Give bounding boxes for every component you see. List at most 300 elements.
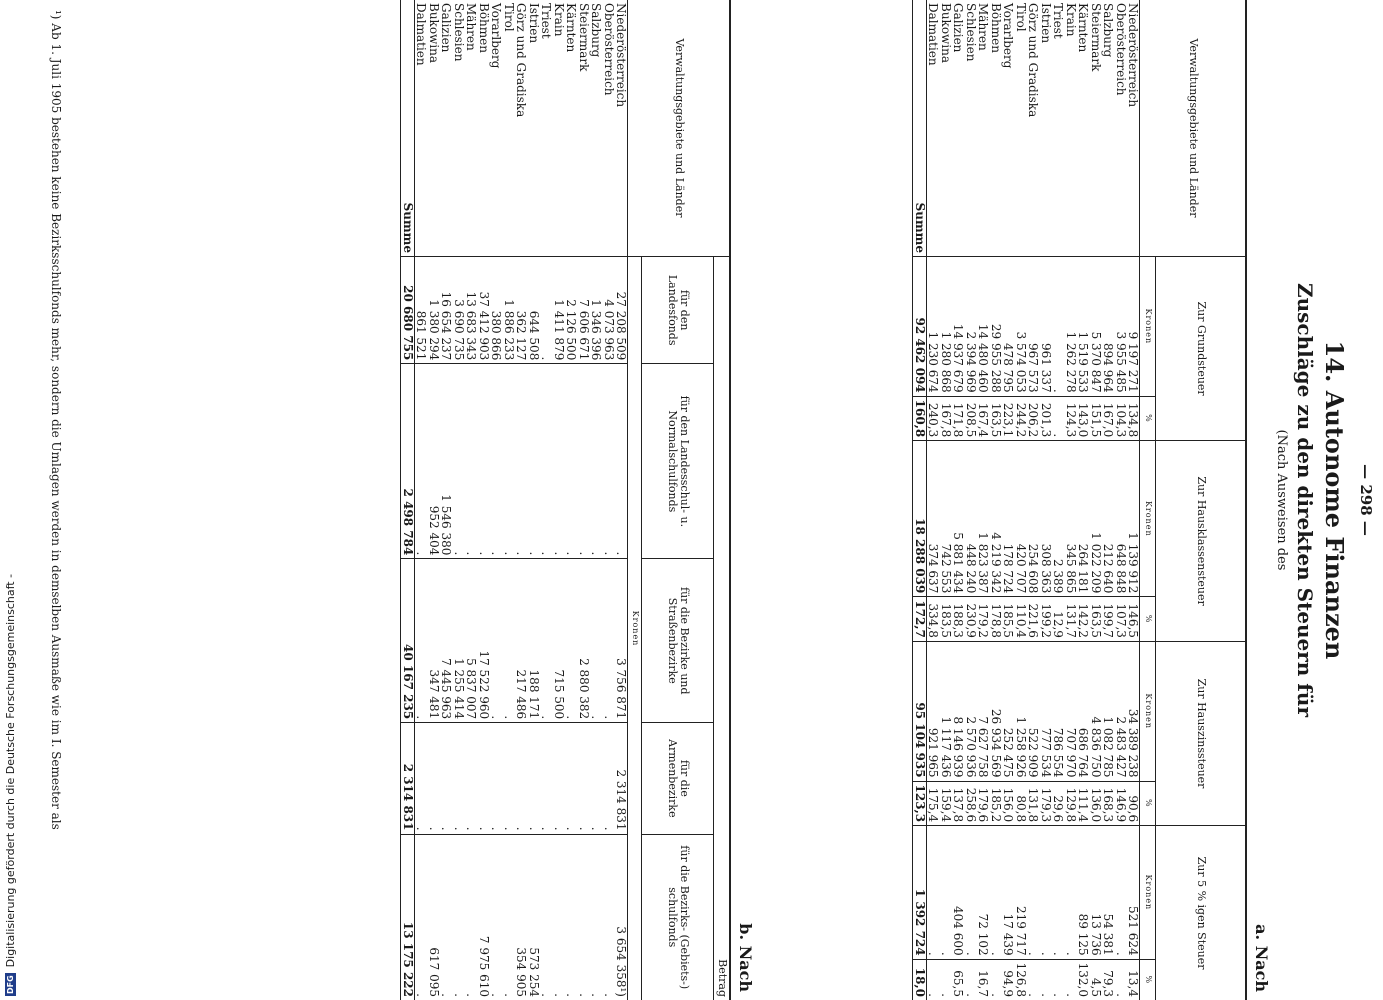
table-cell: 206,2 — [1027, 396, 1040, 441]
table-cell: 12,9 — [1052, 597, 1065, 642]
table-cell: 156,0 — [1002, 781, 1015, 826]
table-cell: 521 624 — [1127, 826, 1140, 960]
row-label: Triest — [1051, 3, 1066, 39]
table-cell: . — [490, 559, 503, 723]
table-cell: 179,6 — [977, 781, 990, 826]
table-cell: . — [415, 559, 428, 723]
table-cell: 171,8 — [952, 396, 965, 441]
table-cell: . — [603, 364, 616, 559]
sum-cell: 1 392 724 — [913, 826, 927, 960]
table-row — [440, 0, 453, 1000]
table-a-header-2: Zur Hauszinssteuer — [1156, 641, 1246, 825]
row-label: Kärnten — [564, 3, 579, 53]
table-cell: 2 126 500 — [565, 257, 578, 364]
table-cell: 167,8 — [940, 396, 953, 441]
table-row — [990, 0, 1003, 1000]
sum-row — [401, 0, 415, 1000]
page-subtitle: Zuschläge zu den direkten Steuern für — [1293, 283, 1317, 717]
unit-kronen: Kronen — [1140, 441, 1156, 597]
table-row — [1015, 0, 1028, 1000]
table-cell: . — [553, 364, 566, 559]
table-cell: 199,2 — [1040, 597, 1053, 642]
table-cell: . — [965, 959, 978, 1000]
table-row — [1065, 0, 1078, 1000]
table-a-header-0: Zur Grundsteuer — [1156, 257, 1246, 441]
table-row — [515, 0, 528, 1000]
table-cell: 715 500 — [553, 559, 566, 723]
page-number: — 298 — — [1357, 464, 1375, 536]
table-cell: 573 254 — [528, 834, 541, 1000]
table-row — [565, 0, 578, 1000]
table-cell: 354 905 — [515, 834, 528, 1000]
row-label: Triest — [539, 3, 554, 39]
table-row — [1102, 0, 1115, 1000]
table-cell: 110,4 — [1015, 597, 1028, 642]
table-row — [952, 0, 965, 1000]
sidebar-attribution — [0, 0, 18, 1000]
table-cell: 13 683 343 — [465, 257, 478, 364]
table-row — [540, 0, 553, 1000]
table-cell: . — [927, 826, 940, 960]
table-cell: . — [415, 723, 428, 834]
table-cell: 134,8 — [1127, 396, 1140, 441]
table-cell: . — [965, 826, 978, 960]
table-cell: 861 521 — [415, 257, 428, 364]
table-cell: 137,8 — [952, 781, 965, 826]
row-label: Görz und Gradiska — [514, 3, 529, 118]
table-cell: 448 240 — [965, 441, 978, 597]
unit-pct: % — [1140, 959, 1156, 1000]
table-cell: . — [1052, 257, 1065, 397]
table-cell: . — [1052, 826, 1065, 960]
table-cell: . — [428, 723, 441, 834]
table-cell: . — [1052, 959, 1065, 1000]
table-cell: 124,3 — [1065, 396, 1078, 441]
table-cell: 244,2 — [1015, 396, 1028, 441]
table-cell: . — [478, 364, 491, 559]
row-label: Böhmen — [989, 3, 1003, 53]
table-cell: 221,6 — [1027, 597, 1040, 642]
table-cell: 201,3 — [1040, 396, 1053, 441]
table-cell: 90,6 — [1127, 781, 1140, 826]
row-label: Oberösterreich — [602, 3, 616, 96]
table-row — [603, 0, 616, 1000]
table-cell: . — [1115, 959, 1128, 1000]
table-b-unit: Kronen — [628, 257, 642, 1000]
table-cell: 167,0 — [1102, 396, 1115, 441]
row-label: Bukowina — [427, 3, 441, 64]
sum-cell: 40 167 235 — [401, 559, 415, 723]
row-label: Schlesien — [964, 3, 978, 62]
table-cell: 9 197 271 — [1127, 257, 1140, 397]
row-label: Niederösterreich — [614, 3, 629, 108]
table-cell: 1 230 674 — [927, 257, 940, 397]
table-cell: 2 570 936 — [965, 641, 978, 781]
table-cell: . — [603, 559, 616, 723]
table-row — [965, 0, 978, 1000]
table-cell: 1 022 209 — [1090, 441, 1103, 597]
table-cell: 648 848 — [1115, 441, 1128, 597]
table-cell: . — [540, 559, 553, 723]
table-cell: 404 600 — [952, 826, 965, 960]
table-row — [553, 0, 566, 1000]
table-cell: . — [990, 959, 1003, 1000]
page-title: 14. Autonome Finanzen — [1320, 340, 1349, 660]
row-label: Vorarlberg — [489, 3, 504, 69]
table-cell: . — [940, 826, 953, 960]
table-cell: . — [1040, 826, 1053, 960]
table-cell: 961 337 — [1040, 257, 1053, 397]
table-cell: . — [565, 834, 578, 1000]
row-label: Tirol — [502, 3, 516, 32]
table-cell: 374 637 — [927, 441, 940, 597]
table-cell: 347 481 — [428, 559, 441, 723]
table-cell: 107,3 — [1115, 597, 1128, 642]
table-cell: 1 346 396 — [590, 257, 603, 364]
table-cell: 362 127 — [515, 257, 528, 364]
table-cell: 111,4 — [1077, 781, 1090, 826]
table-cell: 126,8 — [1015, 959, 1028, 1000]
table-cell: . — [590, 364, 603, 559]
table-cell: 334,8 — [927, 597, 940, 642]
table-cell: . — [540, 834, 553, 1000]
table-cell: 178,8 — [990, 597, 1003, 642]
table-a-header-3: Zur 5 % igen Steuer — [1156, 826, 1246, 1000]
table-a-header-1: Zur Hausklassensteuer — [1156, 441, 1246, 642]
table-cell: 80,8 — [1015, 781, 1028, 826]
table-cell: 146,5 — [1127, 597, 1140, 642]
table-cell: . — [1065, 826, 1078, 960]
table-cell: 1 823 387 — [977, 441, 990, 597]
table-cell: 2 314 831 — [615, 723, 628, 834]
unit-kronen: Kronen — [1140, 257, 1156, 397]
table-cell: 707 970 — [1065, 641, 1078, 781]
table-cell: 79,3 — [1102, 959, 1115, 1000]
table-row — [927, 0, 940, 1000]
row-label: Krain — [552, 3, 566, 37]
table-cell: 240,3 — [927, 396, 940, 441]
table-cell: . — [590, 559, 603, 723]
table-cell: 3 574 053 — [1015, 257, 1028, 397]
table-cell: 142,2 — [1077, 597, 1090, 642]
sum-cell: 172,7 — [913, 597, 927, 642]
footnote: ¹) Ab 1. Juli 1905 bestehen keine Bezirksschulfonds mehr, sondern die Umlagen werden in demselben Ausmaße wie im I. Semester als — [49, 10, 63, 830]
table-cell: 252 475 — [1002, 641, 1015, 781]
table-cell: 94,9 — [1002, 959, 1015, 1000]
unit-pct: % — [1140, 396, 1156, 441]
sum-cell: 13 175 222 — [401, 834, 415, 1000]
table-cell: . — [503, 364, 516, 559]
table-cell: . — [490, 834, 503, 1000]
table-cell: 230,9 — [965, 597, 978, 642]
table-cell: 167,4 — [977, 396, 990, 441]
sum-cell: 20 680 755 — [401, 257, 415, 364]
table-row — [465, 0, 478, 1000]
table-cell: . — [515, 364, 528, 559]
table-cell: 777 534 — [1040, 641, 1053, 781]
table-cell: 34 389 238 — [1127, 641, 1140, 781]
table-cell: . — [415, 364, 428, 559]
table-cell: . — [565, 364, 578, 559]
table-cell: 7 975 610 — [478, 834, 491, 1000]
table-cell: 143,0 — [1077, 396, 1090, 441]
table-b-header-1: für den Landesschul- u. Normalschulfonds — [642, 364, 714, 559]
row-label: Tirol — [1014, 3, 1028, 32]
table-a-col-label: Verwaltungsgebiete und Länder — [1140, 0, 1246, 257]
sum-cell: 95 104 935 — [913, 641, 927, 781]
table-row — [1027, 0, 1040, 1000]
table-cell: 163,5 — [1090, 597, 1103, 642]
table-cell: . — [415, 834, 428, 1000]
table-cell: 188,3 — [952, 597, 965, 642]
table-cell: . — [553, 723, 566, 834]
table-cell: 185,5 — [1002, 597, 1015, 642]
row-label: Istrien — [1039, 3, 1053, 44]
table-cell: 1 258 926 — [1015, 641, 1028, 781]
table-cell: 264 181 — [1077, 441, 1090, 597]
table-cell: 2 483 427 — [1115, 641, 1128, 781]
sum-cell: 2 314 831 — [401, 723, 415, 834]
table-cell: 4 836 750 — [1090, 641, 1103, 781]
table-cell: . — [490, 723, 503, 834]
table-cell: 742 553 — [940, 441, 953, 597]
table-cell: 219 717 — [1015, 826, 1028, 960]
table-cell: 967 573 — [1027, 257, 1040, 397]
table-b-header-2: für die Bezirke und Straßenbezirke — [642, 559, 714, 723]
row-label: Steiermark — [577, 3, 591, 72]
sum-cell: 92 462 094 — [913, 257, 927, 397]
table-cell: . — [1027, 959, 1040, 1000]
table-cell: 26 934 569 — [990, 641, 1003, 781]
unit-pct: % — [1140, 781, 1156, 826]
table-row — [528, 0, 541, 1000]
table-cell: 183,5 — [940, 597, 953, 642]
sum-cell: 18 288 039 — [913, 441, 927, 597]
table-cell: 13,4 — [1127, 959, 1140, 1000]
table-cell: 54 381 — [1102, 826, 1115, 960]
table-cell: 420 707 — [1015, 441, 1028, 597]
row-label: Niederösterreich — [1126, 3, 1141, 108]
table-cell: 258,6 — [965, 781, 978, 826]
table-cell: 29,6 — [1052, 781, 1065, 826]
table-cell: 1 380 294 — [428, 257, 441, 364]
table-cell: 5 881 434 — [952, 441, 965, 597]
row-label: Dalmatien — [414, 3, 429, 66]
table-b-group-header: Betrag — [714, 257, 730, 1000]
table-cell: . — [578, 834, 591, 1000]
unit-kronen: Kronen — [1140, 641, 1156, 781]
table-cell: . — [540, 364, 553, 559]
table-b-block — [401, 0, 732, 1000]
table-cell: 3 955 485 — [1115, 257, 1128, 397]
unit-pct: % — [1140, 597, 1156, 642]
row-label: Schlesien — [452, 3, 466, 62]
table-cell: 212 640 — [1102, 441, 1115, 597]
table-cell: 8 146 939 — [952, 641, 965, 781]
table-cell: 1 280 868 — [940, 257, 953, 397]
table-cell: . — [1115, 826, 1128, 960]
table-cell: . — [590, 834, 603, 1000]
table-cell: . — [440, 723, 453, 834]
table-cell: . — [540, 257, 553, 364]
row-label: Dalmatien — [926, 3, 941, 66]
table-cell: 65,5 — [952, 959, 965, 1000]
table-cell: 175,4 — [927, 781, 940, 826]
table-cell: 151,5 — [1090, 396, 1103, 441]
table-cell: 131,8 — [1027, 781, 1040, 826]
table-cell: 14 937 679 — [952, 257, 965, 397]
row-label: Oberösterreich — [1114, 3, 1128, 96]
table-b-col-label: Verwaltungsgebiete und Länder — [628, 0, 730, 257]
row-label: Bukowina — [939, 3, 953, 64]
table-row — [478, 0, 491, 1000]
section-a-heading: a. Nach — [1252, 924, 1271, 992]
table-row — [453, 0, 466, 1000]
table-row — [1127, 0, 1140, 1000]
table-row — [1040, 0, 1053, 1000]
table-cell: 686 764 — [1077, 641, 1090, 781]
table-cell: . — [503, 834, 516, 1000]
row-label: Böhmen — [477, 3, 491, 53]
table-cell: 17 522 960 — [478, 559, 491, 723]
table-cell: 7 627 758 — [977, 641, 990, 781]
table-cell: 5 370 847 — [1090, 257, 1103, 397]
section-b-heading: b. Nach — [736, 923, 755, 992]
table-cell: 4,5 — [1090, 959, 1103, 1000]
table-cell: 179,2 — [977, 597, 990, 642]
table-cell: . — [1052, 396, 1065, 441]
sum-row — [913, 0, 927, 1000]
table-cell: 7 445 963 — [440, 559, 453, 723]
table-cell: . — [465, 834, 478, 1000]
table-row — [940, 0, 953, 1000]
row-label: Galizien — [439, 3, 454, 53]
table-cell: 1 886 233 — [503, 257, 516, 364]
table-cell: 104,3 — [1115, 396, 1128, 441]
table-row — [1115, 0, 1128, 1000]
row-label: Salzburg — [589, 3, 604, 58]
table-cell: 168,3 — [1102, 781, 1115, 826]
table-cell: 952 404 — [428, 364, 441, 559]
table-cell: 16,7 — [977, 959, 990, 1000]
table-cell: 7 606 671 — [578, 257, 591, 364]
table-cell: 644 508 — [528, 257, 541, 364]
document-page — [28, 0, 1383, 1000]
table-cell: 223,1 — [1002, 396, 1015, 441]
table-cell: 1 262 278 — [1065, 257, 1078, 397]
row-label: Mähren — [976, 3, 991, 51]
table-cell: 2 389 — [1052, 441, 1065, 597]
table-cell: . — [503, 559, 516, 723]
table-cell: 5 837 007 — [465, 559, 478, 723]
table-cell: . — [603, 834, 616, 1000]
table-cell: 163,5 — [990, 396, 1003, 441]
table-a-block — [913, 0, 1248, 1000]
table-cell: 188 171 — [528, 559, 541, 723]
sum-label: Summe — [913, 0, 927, 257]
row-label: Krain — [1064, 3, 1078, 37]
unit-kronen: Kronen — [1140, 826, 1156, 960]
table-cell: . — [440, 834, 453, 1000]
table-cell: 129,8 — [1065, 781, 1078, 826]
table-cell: . — [540, 723, 553, 834]
table-row — [615, 0, 628, 1000]
table-cell: 217 486 — [515, 559, 528, 723]
table-cell: 522 909 — [1027, 641, 1040, 781]
table-cell: . — [528, 723, 541, 834]
table-a — [913, 0, 1248, 1000]
source-note: (Nach Ausweisen des — [1274, 429, 1289, 571]
attribution-text: Digitalisierung gefördert durch die Deutsche Forschungsgemeinschaft - — [3, 573, 17, 968]
row-label: Mähren — [464, 3, 479, 51]
table-cell: 3 654 358¹) — [615, 834, 628, 1000]
table-cell: 1 082 785 — [1102, 641, 1115, 781]
table-cell: 178 724 — [1002, 441, 1015, 597]
row-label: Steiermark — [1089, 3, 1103, 72]
table-cell: . — [940, 959, 953, 1000]
table-cell: 14 480 460 — [977, 257, 990, 397]
table-cell: 1 519 533 — [1077, 257, 1090, 397]
table-cell: 72 102 — [977, 826, 990, 960]
table-cell: 478 795 — [1002, 257, 1015, 397]
table-cell: 199,7 — [1102, 597, 1115, 642]
table-row — [1002, 0, 1015, 1000]
table-cell: 1 117 436 — [940, 641, 953, 781]
table-cell: 37 412 903 — [478, 257, 491, 364]
table-row — [590, 0, 603, 1000]
sum-cell: 2 498 784 — [401, 364, 415, 559]
table-row — [977, 0, 990, 1000]
table-cell: 132,0 — [1077, 959, 1090, 1000]
table-cell: . — [453, 364, 466, 559]
table-cell: 159,4 — [940, 781, 953, 826]
table-cell: 380 866 — [490, 257, 503, 364]
table-cell: . — [453, 834, 466, 1000]
table-cell: . — [615, 364, 628, 559]
table-row — [1052, 0, 1065, 1000]
row-label: Vorarlberg — [1001, 3, 1016, 69]
table-cell: 254 608 — [1027, 441, 1040, 597]
table-b-header-0: für den Landesfonds — [642, 257, 714, 364]
table-row — [503, 0, 516, 1000]
row-label: Istrien — [527, 3, 541, 44]
table-cell: . — [503, 723, 516, 834]
table-cell: 3 690 735 — [453, 257, 466, 364]
table-cell: . — [465, 364, 478, 559]
table-row — [490, 0, 503, 1000]
table-cell: 3 756 871 — [615, 559, 628, 723]
table-cell: 208,5 — [965, 396, 978, 441]
table-cell: 2 394 969 — [965, 257, 978, 397]
table-cell: 131,7 — [1065, 597, 1078, 642]
table-cell: 27 208 509 — [615, 257, 628, 364]
table-row — [578, 0, 591, 1000]
table-row — [428, 0, 441, 1000]
table-cell: . — [515, 723, 528, 834]
table-cell: 894 964 — [1102, 257, 1115, 397]
table-cell: . — [478, 723, 491, 834]
table-cell: . — [1065, 959, 1078, 1000]
table-cell: 1 255 414 — [453, 559, 466, 723]
table-cell: 345 865 — [1065, 441, 1078, 597]
row-label: Görz und Gradiska — [1026, 3, 1041, 118]
table-cell: . — [578, 723, 591, 834]
table-cell: 4 073 963 — [603, 257, 616, 364]
table-cell: . — [490, 364, 503, 559]
table-cell: . — [578, 364, 591, 559]
table-cell: . — [990, 826, 1003, 960]
table-cell: . — [927, 959, 940, 1000]
